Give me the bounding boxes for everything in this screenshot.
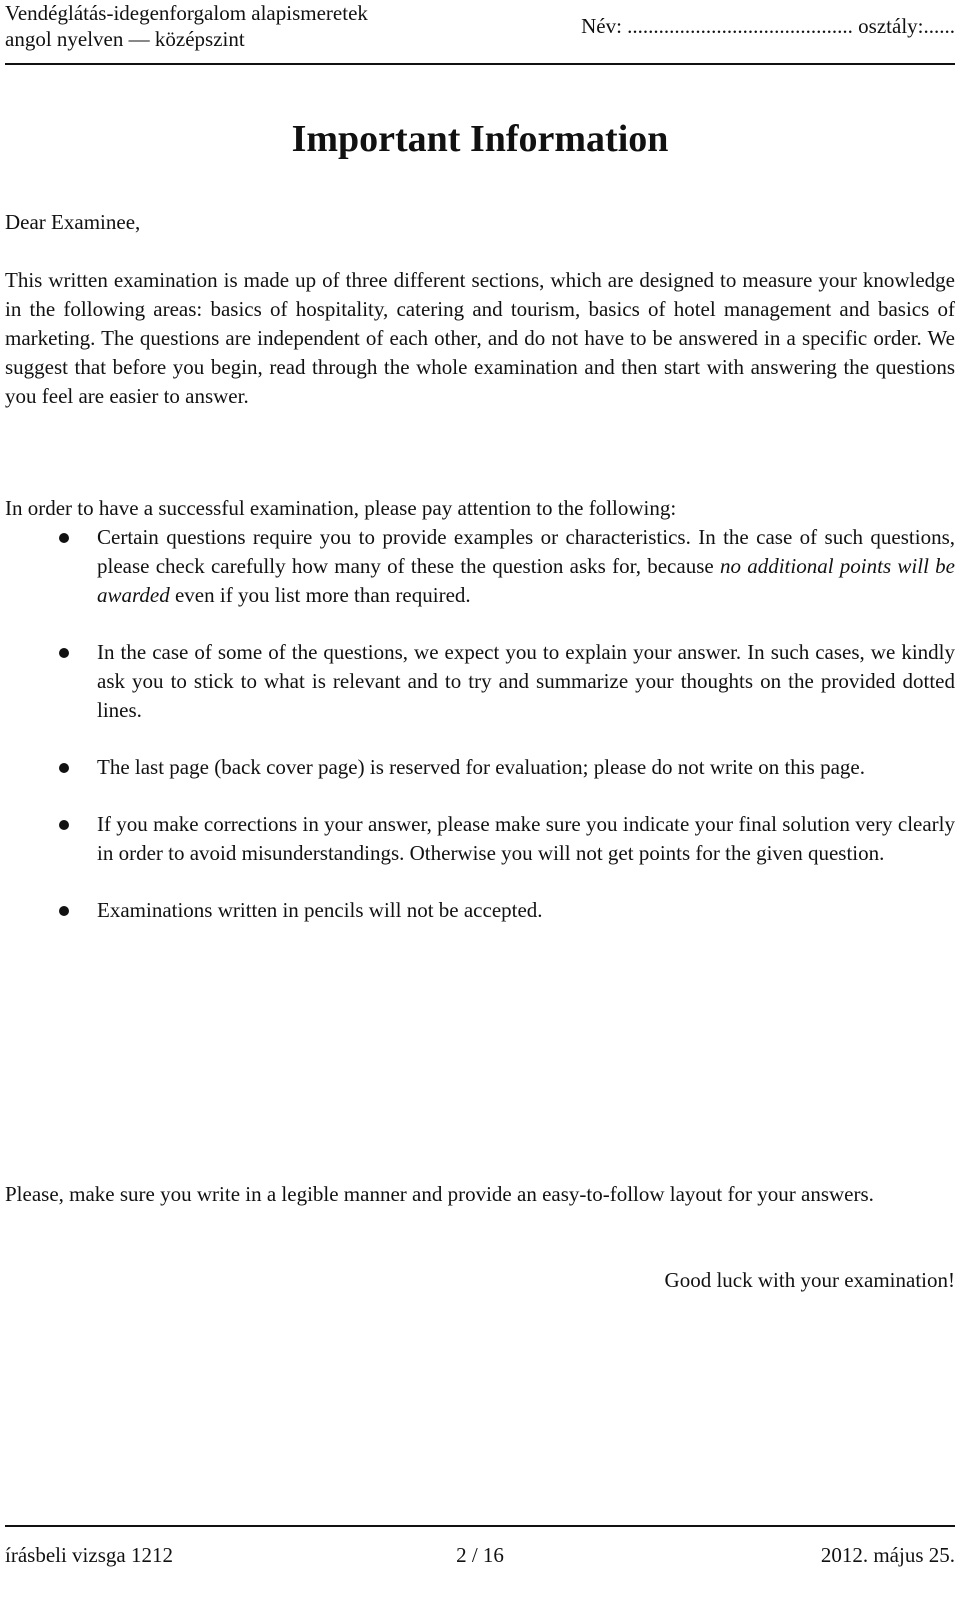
salutation: Dear Examinee, <box>5 210 141 234</box>
list-item <box>5 753 955 782</box>
exam-subject-line2: angol nyelven — középszint <box>5 27 245 51</box>
instruction-text-1b: even if you list more than required. <box>169 583 471 607</box>
name-class-field: Név: ........................................... osztály:...... <box>581 14 955 38</box>
page-title: Important Information <box>291 118 669 160</box>
bullet-icon <box>59 763 69 773</box>
bullet-icon <box>59 648 69 658</box>
instruction-text-3: The last page (back cover page) is reserved for evaluation; please do not write on this page. <box>97 755 865 779</box>
bullet-icon <box>59 820 69 830</box>
bullet-icon <box>59 533 69 543</box>
instruction-text-1a: Certain questions require you to provide examples or characteristics. In the case of such questions, please check carefully how many of these the question asks for, because <box>97 525 955 578</box>
exam-page <box>5 0 955 1613</box>
exam-subject <box>5 0 368 52</box>
exam-subject-line1: Vendéglátás-idegenforgalom alapismeretek <box>5 1 368 25</box>
attention-intro: In order to have a successful examination, please pay attention to the following: <box>5 496 677 520</box>
legibility-note: Please, make sure you write in a legible manner and provide an easy-to-follow layout for your answers. <box>5 1182 874 1206</box>
exam-code: írásbeli vizsga 1212 <box>5 1543 173 1567</box>
instruction-text-4: If you make corrections in your answer, please make sure you indicate your final solution very clearly in order to avoid misunderstandings. Otherwise you will not get points for the given question. <box>97 812 955 865</box>
list-item <box>5 638 955 725</box>
instruction-text-5: Examinations written in pencils will not be accepted. <box>97 898 543 922</box>
list-item <box>5 523 955 610</box>
exam-date: 2012. május 25. <box>820 1543 955 1567</box>
page-number: 2 / 16 <box>456 1543 504 1567</box>
intro-paragraph: This written examination is made up of three different sections, which are designed to measure your knowledge in the following areas: basics of hospitality, catering and tourism, basics of hotel management and basics of marketing. The questions are independent of each other, and do not have to be answered in a specific order. We suggest that before you begin, read through the whole examination and then start with answering the questions you feel are easier to answer. <box>5 268 955 408</box>
instruction-text-2: In the case of some of the questions, we expect you to explain your answer. In such cases, we kindly ask you to stick to what is relevant and to try and summarize your thoughts on the provided dotted lines. <box>97 640 955 722</box>
instructions-list <box>5 523 955 953</box>
list-item <box>5 810 955 868</box>
page-header <box>5 0 955 64</box>
list-item <box>5 896 955 925</box>
bullet-icon <box>59 906 69 916</box>
instruction-emphasis: no additional points will be awarded <box>97 554 955 607</box>
header-divider <box>5 63 955 65</box>
good-luck-message: Good luck with your examination! <box>664 1268 955 1292</box>
footer-divider <box>5 1525 955 1527</box>
